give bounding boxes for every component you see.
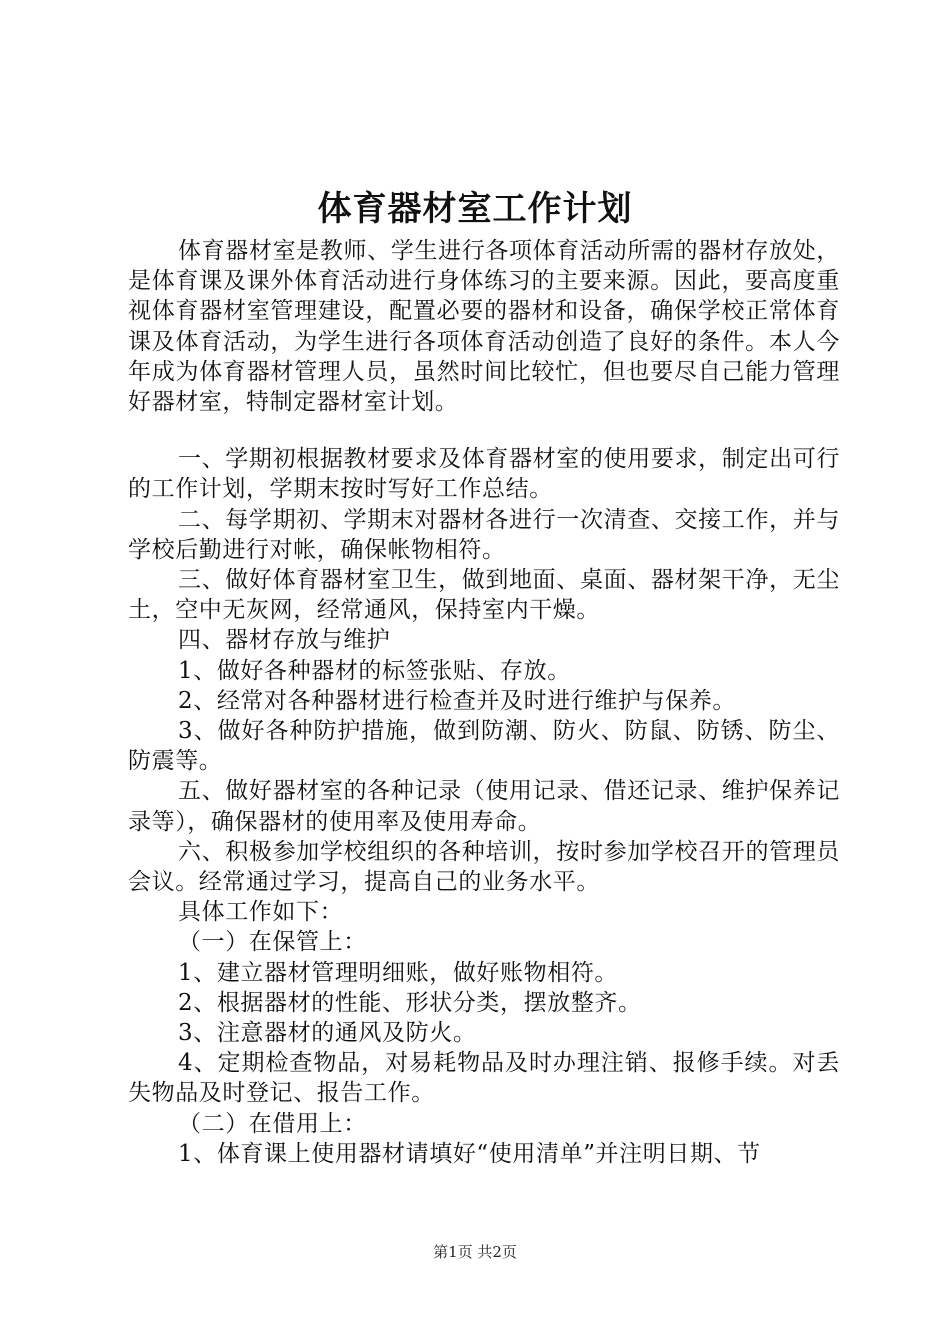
paragraph: 三、做好体育器材室卫生，做到地面、桌面、器材架干净，无尘土，空中无灰网，经常通风，保持室内干燥。 (128, 567, 840, 624)
list-item: 1、体育课上使用器材请填好“使用清单”并注明日期、节 (178, 1140, 761, 1167)
document-title: 体育器材室工作计划 (317, 189, 633, 229)
intro-paragraph: 体育器材室是教师、学生进行各项体育活动所需的器材存放处，是体育课及课外体育活动进行身体练习的主要来源。因此，要高度重视体育器材室管理建设，配置必要的器材和设备，确保学校正常体育课及体育活动，为学生进行各项体育活动创造了良好的条件。本人今年成为体育器材管理人员，虽然时间比较忙，但也要尽自己能力管理好器材室，特制定器材室计划。 (128, 238, 840, 416)
subsection-heading: （一）在保管上： (178, 929, 367, 956)
paragraph: 二、每学期初、学期末对器材各进行一次清查、交接工作，并与学校后勤进行对帐，确保帐物相符。 (128, 506, 840, 563)
list-item: 1、建立器材管理明细账，做好账物相符。 (178, 959, 619, 986)
list-item: 2、根据器材的性能、形状分类，摆放整齐。 (178, 989, 642, 1016)
list-item: 1、做好各种器材的标签张贴、存放。 (178, 657, 571, 684)
list-item: 3、做好各种防护措施，做到防潮、防火、防鼠、防锈、防尘、防震等。 (128, 718, 840, 775)
section-heading: 四、器材存放与维护 (178, 627, 391, 654)
subsection-heading: （二）在借用上： (178, 1110, 367, 1137)
list-item: 2、经常对各种器材进行检查并及时进行维护与保养。 (178, 687, 737, 714)
paragraph: 六、积极参加学校组织的各种培训，按时参加学校召开的管理员会议。经常通过学习，提高自己的业务水平。 (128, 838, 840, 896)
page-footer: 第1页 共2页 (433, 1243, 517, 1261)
list-item: 4、定期检查物品，对易耗物品及时办理注销、报修手续。对丢失物品及时登记、报告工作。 (128, 1050, 840, 1107)
document-body (128, 236, 840, 1169)
paragraph: 一、学期初根据教材要求及体育器材室的使用要求，制定出可行的工作计划，学期末按时写好工作总结。 (128, 446, 840, 503)
paragraph: 五、做好器材室的各种记录（使用记录、借还记录、维护保养记录等），确保器材的使用率及使用寿命。 (128, 778, 840, 835)
section-heading: 具体工作如下： (178, 899, 344, 926)
list-item: 3、注意器材的通风及防火。 (178, 1020, 477, 1047)
